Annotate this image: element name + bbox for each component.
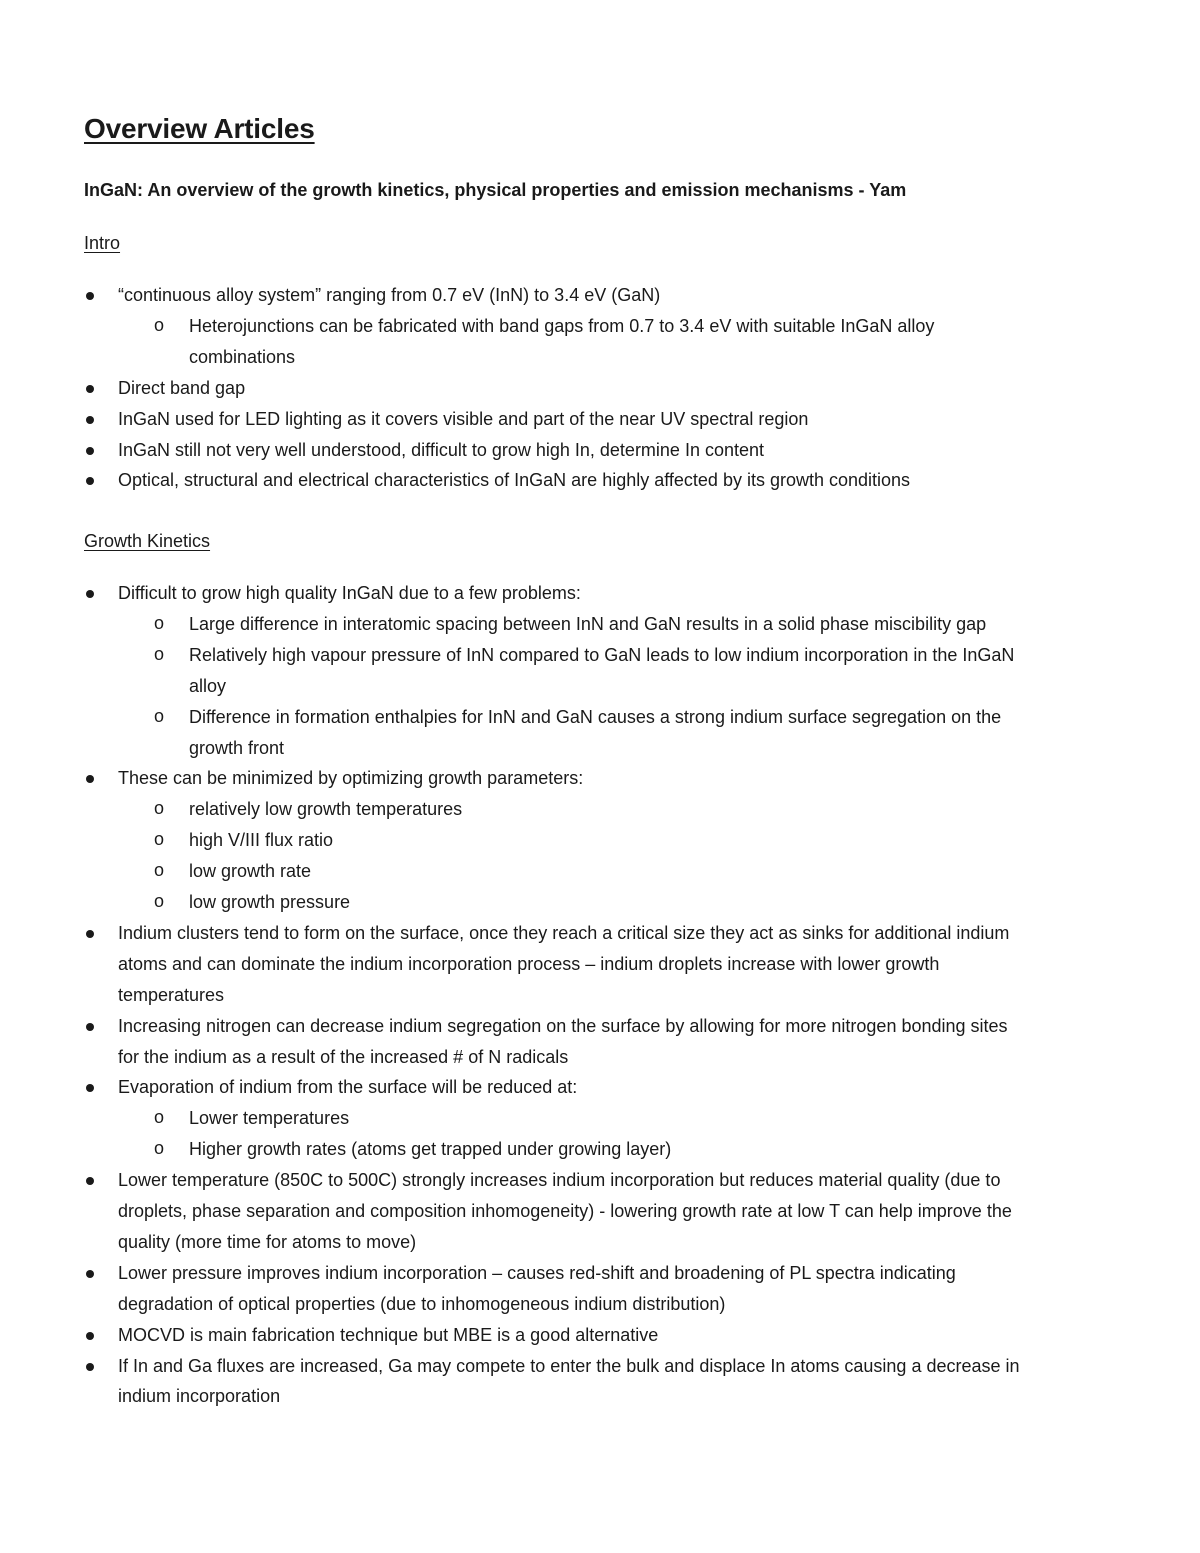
bullet-text: Evaporation of indium from the surface will be reduced at: bbox=[118, 1077, 578, 1098]
bullet-text: InGaN used for LED lighting as it covers visible and part of the near UV spectral region bbox=[118, 408, 809, 429]
bullet-icon bbox=[86, 447, 94, 455]
sub-bullet-text: Higher growth rates (atoms get trapped under growing layer) bbox=[189, 1139, 672, 1160]
sub-bullet-text: low growth rate bbox=[189, 861, 312, 882]
sub-bullet-text: relatively low growth temperatures bbox=[189, 799, 463, 820]
bullet-text: “continuous alloy system” ranging from 0.7 eV (InN) to 3.4 eV (GaN) bbox=[118, 285, 661, 305]
bullet-text: InGaN still not very well understood, difficult to grow high In, determine In content bbox=[118, 439, 765, 460]
bullet-text: droplets, phase separation and composition inhomogeneity) - lowering growth rate at low T can help improve the bbox=[118, 1201, 1012, 1221]
bullet-text: Lower pressure improves indium incorporation – causes red-shift and broadening of PL spectra indicating bbox=[118, 1262, 956, 1283]
bullet-text: atoms and can dominate the indium incorporation process – indium droplets increase with lower growth bbox=[118, 953, 940, 974]
bullet-icon bbox=[86, 1023, 94, 1031]
bullet-text: temperatures bbox=[118, 984, 225, 1005]
bullet-icon bbox=[86, 930, 94, 938]
bullet-text: These can be minimized by optimizing growth parameters: bbox=[118, 768, 584, 789]
bullet-icon bbox=[86, 1363, 94, 1371]
sub-bullet-text: growth front bbox=[189, 737, 285, 758]
bullet-text: quality (more time for atoms to move) bbox=[118, 1231, 417, 1252]
sub-bullet-text: Lower temperatures bbox=[189, 1108, 350, 1129]
article-title: InGaN: An overview of the growth kinetics, physical properties and emission mechanisms - Yam bbox=[84, 180, 907, 200]
sub-bullet-text: high V/III flux ratio bbox=[189, 830, 334, 851]
bullet-icon bbox=[86, 416, 94, 424]
bullet-text: Increasing nitrogen can decrease indium segregation on the surface by allowing for more nitrogen bonding sites bbox=[118, 1015, 1008, 1036]
bullet-text: Lower temperature (850C to 500C) strongly increases indium incorporation but reduces material quality (due to bbox=[118, 1170, 1001, 1191]
hollow-bullet-icon: o bbox=[154, 705, 165, 726]
hollow-bullet-icon: o bbox=[154, 860, 165, 881]
bullet-text: indium incorporation bbox=[118, 1386, 281, 1407]
bullet-icon bbox=[86, 1332, 94, 1340]
bullet-text: If In and Ga fluxes are increased, Ga may compete to enter the bulk and displace In atoms causing a decrease in bbox=[118, 1355, 1020, 1376]
sub-bullet-text: Relatively high vapour pressure of InN compared to GaN leads to low indium incorporation in the InGaN bbox=[189, 644, 1015, 665]
bullet-text: for the indium as a result of the increased # of N radicals bbox=[118, 1046, 569, 1067]
bullet-text: MOCVD is main fabrication technique but MBE is a good alternative bbox=[118, 1324, 659, 1345]
hollow-bullet-icon: o bbox=[154, 829, 165, 850]
sub-bullet-text: Large difference in interatomic spacing between InN and GaN results in a solid phase miscibility gap bbox=[189, 613, 987, 634]
hollow-bullet-icon: o bbox=[154, 1107, 165, 1128]
hollow-bullet-icon: o bbox=[154, 314, 165, 335]
bullet-text: Difficult to grow high quality InGaN due to a few problems: bbox=[118, 583, 581, 603]
hollow-bullet-icon: o bbox=[154, 612, 165, 633]
hollow-bullet-icon: o bbox=[154, 643, 165, 664]
section-heading: Growth Kinetics bbox=[84, 531, 211, 551]
bullet-icon bbox=[86, 385, 94, 393]
bullet-icon bbox=[86, 775, 94, 783]
bullet-text: Indium clusters tend to form on the surface, once they reach a critical size they act as sinks for additional indium bbox=[118, 922, 1010, 943]
bullet-text: Direct band gap bbox=[118, 377, 246, 398]
bullet-icon bbox=[86, 1177, 94, 1185]
sub-bullet-text: Heterojunctions can be fabricated with band gaps from 0.7 to 3.4 eV with suitable InGaN alloy bbox=[189, 315, 935, 336]
sub-bullet-text: low growth pressure bbox=[189, 892, 351, 912]
bullet-text: Optical, structural and electrical characteristics of InGaN are highly affected by its growth conditions bbox=[118, 470, 911, 491]
bullet-icon bbox=[86, 590, 94, 598]
section-heading: Intro bbox=[84, 233, 121, 253]
bullet-icon bbox=[86, 1270, 94, 1278]
sub-bullet-text: Difference in formation enthalpies for InN and GaN causes a strong indium surface segregation on the bbox=[189, 706, 1002, 727]
bullet-icon bbox=[86, 477, 94, 485]
bullet-text: degradation of optical properties (due to inhomogeneous indium distribution) bbox=[118, 1293, 726, 1314]
sub-bullet-text: combinations bbox=[189, 346, 296, 367]
hollow-bullet-icon: o bbox=[154, 891, 165, 911]
hollow-bullet-icon: o bbox=[154, 798, 165, 819]
bullet-icon bbox=[86, 292, 94, 300]
sub-bullet-text: alloy bbox=[189, 675, 227, 696]
bullet-icon bbox=[86, 1084, 94, 1092]
page-title: Overview Articles bbox=[84, 113, 315, 144]
hollow-bullet-icon: o bbox=[154, 1138, 165, 1159]
